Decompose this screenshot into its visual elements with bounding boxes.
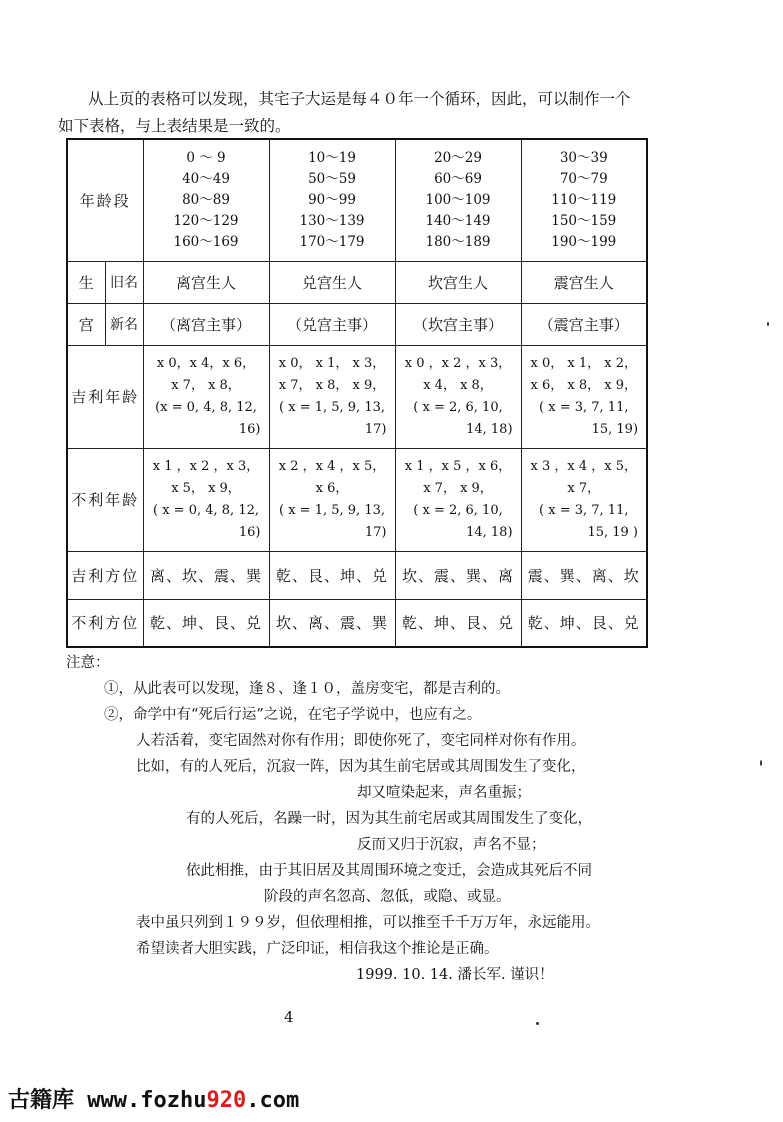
unlucky-direction-cell: 乾、坤、艮、兑 [395,599,521,647]
age-line: x 7， [567,480,601,496]
age-line: ( x = 1, 5, 9, 13, [279,399,385,415]
age-range: 20～29 [434,149,482,166]
age-range-row [67,139,647,261]
age-line: ( x = 1, 5, 9, 13, [279,502,385,518]
unlucky-age-cell [521,448,647,551]
scan-speck [536,1022,539,1025]
lucky-direction-cell: 离、坎、震、巽 [143,551,269,599]
age-line: x 7， x 8， [171,377,241,393]
unlucky-direction-label: 不利方位 [67,599,143,647]
age-line: x 4， x 8， [423,377,493,393]
lucky-age-cell [395,345,521,448]
unlucky-age-cell [395,448,521,551]
age-line: x 3 ，x 4 ，x 5， [530,458,637,474]
age-range-col-4 [521,139,647,261]
age-line: (x = 0, 4, 8, 12, [155,399,257,415]
unlucky-age-cell [143,448,269,551]
signature: 1999. 10. 14. 潘长军. 谨识！ [356,967,554,983]
lucky-direction-row [67,551,647,599]
watermark-url-prefix: www.fozhu [87,1088,207,1113]
age-line: 14, 18) [466,421,513,437]
note-line: 有的人死后，名躁一时，因为其生前宅居或其周围发生了变化， [186,811,592,827]
age-line: x 6， x 8， x 9， [530,377,637,393]
age-line: x 0， x 1， x 2， [530,355,637,371]
new-name-cell: （震宫主事） [521,303,647,345]
age-line: x 5， x 9， [171,480,241,496]
intro-paragraph [58,86,668,140]
age-range: 70～79 [559,170,608,187]
note-line: 比如，有的人死后，沉寂一阵，因为其生前宅居或其周围发生了变化， [136,759,586,775]
age-range: 120～129 [173,212,239,229]
unlucky-direction-cell: 乾、坤、艮、兑 [521,599,647,647]
age-range: 60～69 [434,170,482,187]
age-line: x 7， x 8， x 9， [278,377,386,393]
page-number: 4 [284,1008,294,1026]
old-name-cell: 坎宫生人 [395,261,521,303]
age-range: 10～19 [308,149,356,166]
watermark-url-number: 920 [206,1088,247,1113]
old-name-row [67,261,647,303]
note-line: 反而又归于沉寂，声名不显； [357,837,546,853]
scan-speck [767,322,769,326]
age-range: 160～169 [173,233,239,250]
age-line: x 2 ，x 4 ，x 5， [278,458,386,474]
age-range: 40～49 [182,170,230,187]
lucky-age-row [67,345,647,448]
new-name-cell: （坎宫主事） [395,303,521,345]
watermark-footer [8,1083,299,1114]
lucky-direction-cell: 震、巽、离、坎 [521,551,647,599]
watermark-url-suffix: .com [246,1088,300,1113]
lucky-direction-cell: 坎、震、巽、离 [395,551,521,599]
age-line: x 1 ，x 5 ，x 6， [404,458,512,474]
age-range: 110～119 [551,191,617,208]
unlucky-age-label: 不利年龄 [67,448,143,551]
new-name-row [67,303,647,345]
age-range-col-1 [143,139,269,261]
sheng-label: 生 [67,261,105,303]
note-line: 阶段的声名忽高、忽低，或隐、或显。 [264,889,511,905]
age-range: 180～189 [425,233,491,250]
age-line: ( x = 0, 4, 8, 12, [153,502,259,518]
age-line: 14, 18) [466,524,513,540]
unlucky-direction-row [67,599,647,647]
age-range-col-2 [269,139,395,261]
age-range: 130～139 [299,212,365,229]
age-range: 100～109 [425,191,491,208]
age-range: 170～179 [299,233,365,250]
lucky-direction-cell: 乾、艮、坤、兑 [269,551,395,599]
unlucky-direction-cell: 坎、离、震、巽 [269,599,395,647]
age-line: 17) [364,524,387,540]
age-range: 150～159 [551,212,617,229]
age-range: 140～149 [425,212,491,229]
age-range: 0 ～ 9 [186,149,226,166]
note-line: 希望读者大胆实践，广泛印证，相信我这个推论是正确。 [136,941,499,957]
lucky-age-cell [521,345,647,448]
watermark-site-name: 古籍库 [8,1088,75,1113]
lucky-age-cell [143,345,269,448]
lucky-direction-label: 吉利方位 [67,551,143,599]
old-name-label: 旧名 [105,261,143,303]
age-line: 15, 19 ) [587,524,639,540]
note-line: 人若活着，变宅固然对你有作用；即使你死了，变宅同样对你有作用。 [136,733,586,749]
age-line: x 0 ，x 2 ，x 3， [404,355,512,371]
unlucky-age-cell [269,448,395,551]
old-name-cell: 震宫生人 [521,261,647,303]
age-range: 30～39 [559,149,608,166]
age-range: 190～199 [551,233,617,250]
age-range: 50～59 [308,170,356,187]
note-line: 依此相推，由于其旧居及其周围环境之变迁，会造成其死后不同 [186,863,592,879]
age-line: ( x = 3, 7, 11, [539,502,629,518]
note-1: ①，从此表可以发现，逢８、逢１０，盖房变宅，都是吉利的。 [104,681,510,697]
note-line: 表中虽只列到１９９岁，但依理相推，可以推至千千万万年，永远能用。 [136,915,600,931]
age-range-header: 年龄段 [67,139,143,261]
age-line: ( x = 3, 7, 11, [539,399,629,415]
age-line: 16) [238,421,261,437]
age-line: 15, 19) [591,421,639,437]
intro-line-2: 如下表格，与上表结果是一致的。 [58,117,291,135]
house-luck-table [66,138,648,648]
age-line: x 7， x 9， [423,480,493,496]
gong-label: 宫 [67,303,105,345]
age-line: ( x = 2, 6, 10, [413,502,503,518]
age-line: x 0，x 4，x 6， [156,355,256,371]
lucky-age-label: 吉利年龄 [67,345,143,448]
lucky-age-cell [269,345,395,448]
old-name-cell: 离宫生人 [143,261,269,303]
new-name-label: 新名 [105,303,143,345]
age-line: 17) [364,421,387,437]
note-2: ②，命学中有“死后行运”之说，在宅子学说中，也应有之。 [104,707,482,723]
age-range: 90～99 [308,191,356,208]
age-range: 80～89 [182,191,230,208]
age-range-col-3 [395,139,521,261]
new-name-cell: （离宫主事） [143,303,269,345]
age-line: ( x = 2, 6, 10, [413,399,503,415]
age-line: 16) [238,524,261,540]
old-name-cell: 兑宫生人 [269,261,395,303]
unlucky-age-row [67,448,647,551]
note-line: 却又喧染起来，声名重振； [357,785,531,801]
scan-speck [760,760,762,766]
age-line: x 6， [315,480,349,496]
age-line: x 1 ，x 2 ，x 3， [152,458,260,474]
notes-label: 注意： [66,655,110,671]
new-name-cell: （兑宫主事） [269,303,395,345]
age-line: x 0， x 1， x 3， [278,355,386,371]
intro-line-1: 从上页的表格可以发现，其宅子大运是每４０年一个循环，因此，可以制作一个 [88,90,631,108]
unlucky-direction-cell: 乾、坤、艮、兑 [143,599,269,647]
